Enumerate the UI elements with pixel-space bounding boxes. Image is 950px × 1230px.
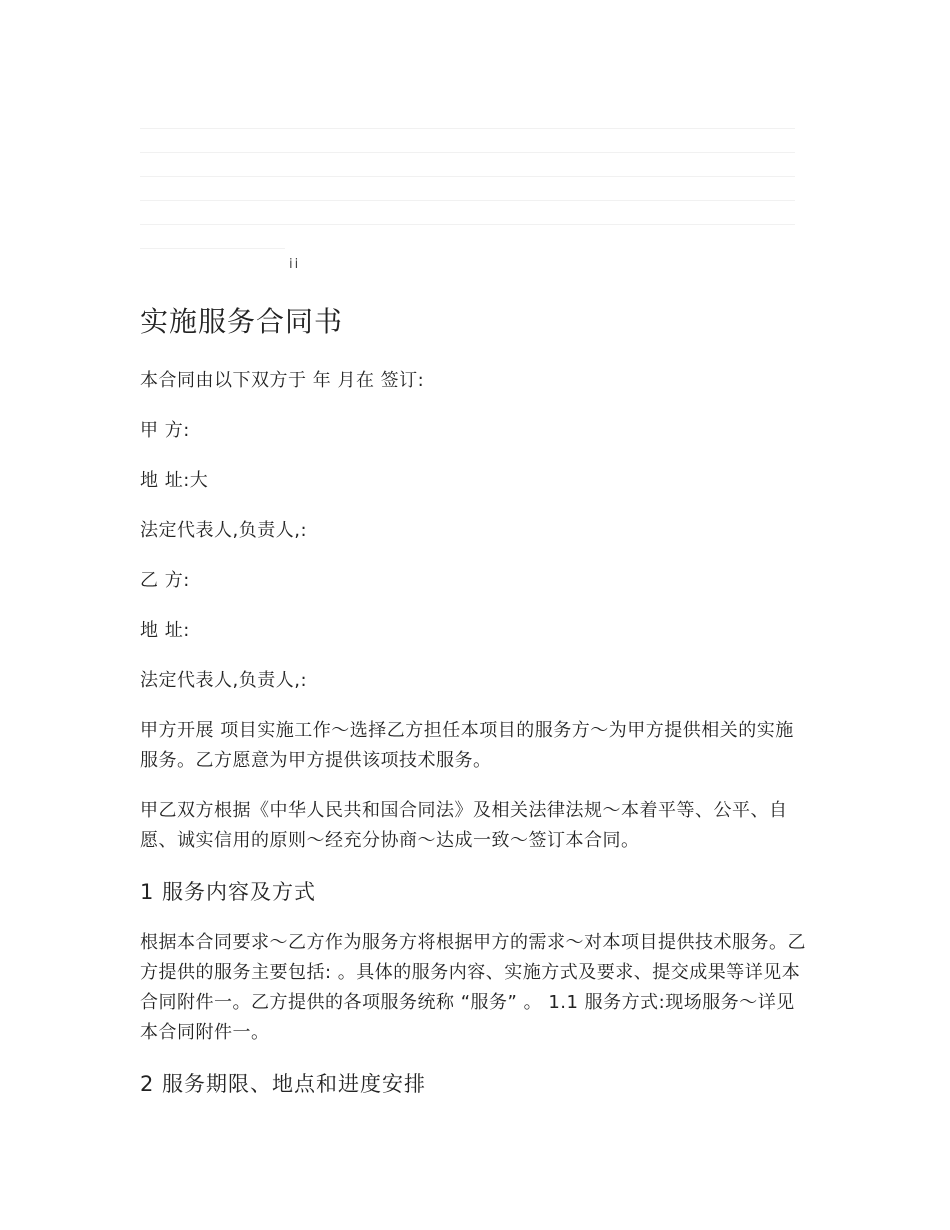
faint-line <box>140 128 795 129</box>
legal-basis-paragraph: 甲乙双方根据《中华人民共和国合同法》及相关法律法规～本着平等、公平、自愿、诚实信用的原则～经充分协商～达成一致～签订本合同。 <box>140 800 788 851</box>
section-1-body: 根据本合同要求～乙方作为服务方将根据甲方的需求～对本项目提供技术服务。乙方提供的服务主要包括: 。具体的服务内容、实施方式及要求、提交成果等详见本合同附件一。乙方提供的各项服务统称 “服务” 。 1.1 服务方式:现场服务～详见本合同附件一。 <box>140 932 806 1043</box>
faint-line <box>140 152 795 153</box>
party-b-representative: 法定代表人,负责人,: <box>140 670 308 691</box>
party-b-address: 地 址: <box>140 620 190 641</box>
party-a: 甲 方: <box>140 420 190 441</box>
intro-line: 本合同由以下双方于 年 月在 签订: <box>140 370 425 391</box>
party-b: 乙 方: <box>140 570 190 591</box>
document-body <box>140 300 812 1120</box>
faint-line <box>140 176 795 177</box>
page-marker: ii <box>289 257 301 272</box>
purpose-paragraph: 甲方开展 项目实施工作～选择乙方担任本项目的服务方～为甲方提供相关的实施服务。乙方愿意为甲方提供该项技术服务。 <box>140 720 794 771</box>
faint-line <box>140 200 795 201</box>
document-title: 实施服务合同书 <box>140 305 344 338</box>
section-2-heading: 2 服务期限、地点和进度安排 <box>140 1072 427 1096</box>
party-a-address: 地 址:大 <box>140 470 209 491</box>
party-a-representative: 法定代表人,负责人,: <box>140 520 308 541</box>
faint-header-lines <box>140 128 795 272</box>
faint-line <box>140 224 795 225</box>
faint-line <box>140 248 285 249</box>
section-1-heading: 1 服务内容及方式 <box>140 880 317 904</box>
